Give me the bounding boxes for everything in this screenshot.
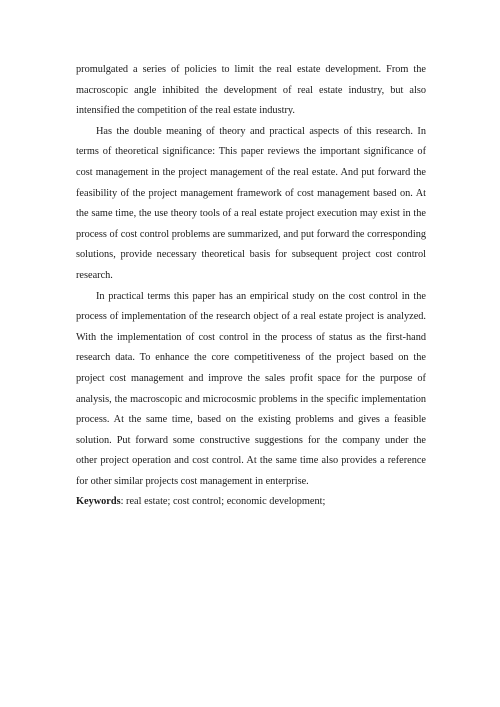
paragraph-theoretical-significance: Has the double meaning of theory and practical aspects of this research. In terms of theoretical significance: This paper reviews the important significance of cost management in the project management of the real estate. And put forward the feasibility of the project management framework of cost management based on. At the same time, the use theory tools of a real estate project execution may exist in the process of cost control problems are summarized, and put forward the corresponding solutions, provide necessary theoretical basis for subsequent project cost control research. xyxy=(76,125,426,281)
keywords-line xyxy=(76,492,426,513)
paragraph-continuation: promulgated a series of policies to limit the real estate development. From the macroscopic angle inhibited the development of real estate industry, but also intensified the competition of the real estate industry. xyxy=(76,64,426,117)
keywords-text: : real estate; cost control; economic development; xyxy=(120,496,326,508)
abstract-body xyxy=(76,60,426,513)
paragraph-practical-significance: In practical terms this paper has an empirical study on the cost control in the process of implementation of the research object of a real estate project is analyzed. With the implementation of cost control in the process of status as the first-hand research data. To enhance the core competitiveness of the project based on the project cost management and improve the sales profit space for the purpose of analysis, the macroscopic and microcosmic problems in the specific implementation process. At the same time, based on the existing problems and gives a feasible solution. Put forward some constructive suggestions for the company under the other project operation and cost control. At the same time also provides a reference for other similar projects cost management in enterprise. xyxy=(76,290,426,487)
keywords-label: Keywords xyxy=(76,496,121,508)
